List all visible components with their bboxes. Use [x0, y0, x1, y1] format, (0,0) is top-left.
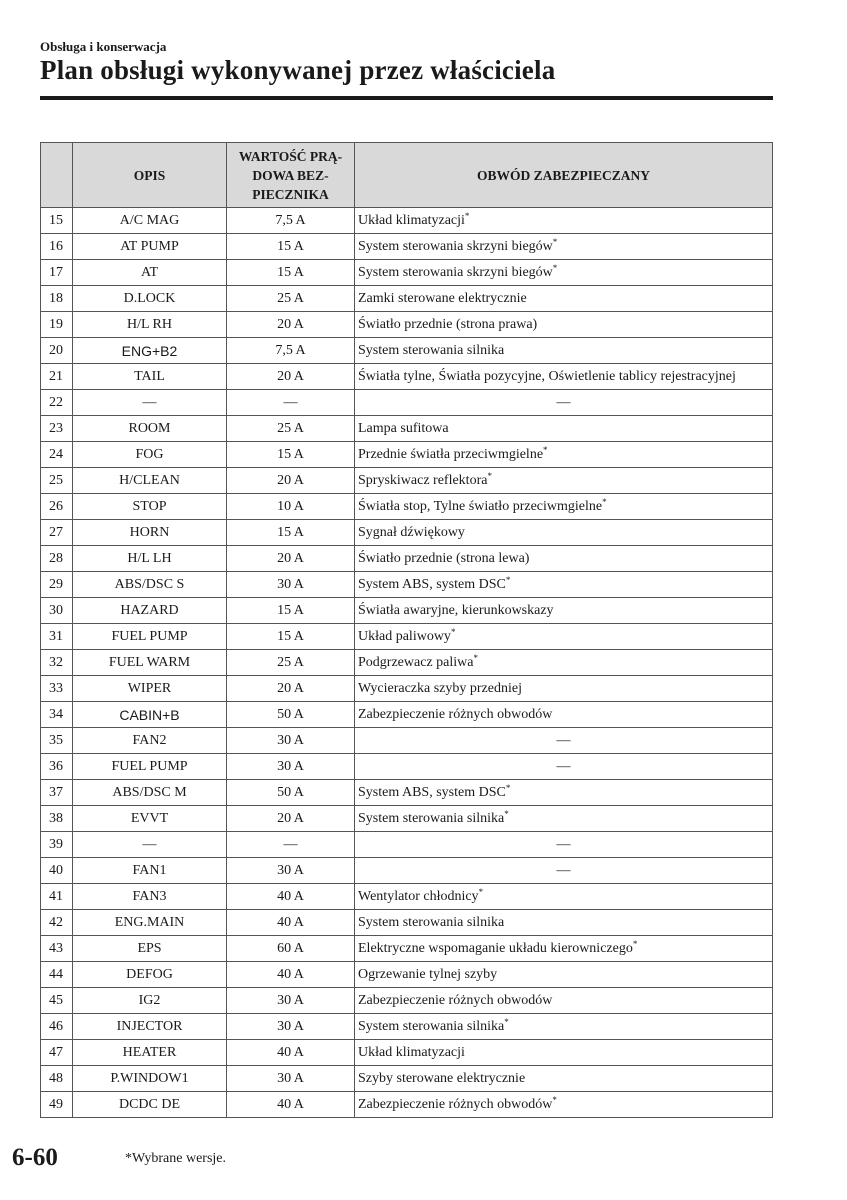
fuse-number: 15 — [41, 208, 73, 234]
protected-circuit — [355, 806, 773, 832]
fuse-table — [40, 142, 773, 1118]
protected-circuit-text: Szyby sterowane elektrycznie — [358, 1070, 526, 1086]
fuse-number: 49 — [41, 1092, 73, 1118]
fuse-description: H/L RH — [73, 312, 227, 338]
fuse-number: 28 — [41, 546, 73, 572]
header-number — [41, 143, 73, 208]
protected-circuit-text: Ogrzewanie tylnej szyby — [358, 966, 498, 982]
protected-circuit-text: Zabezpieczenie różnych obwodów — [358, 992, 553, 1008]
footnote-marker: * — [505, 782, 511, 793]
fuse-rating: 20 A — [227, 806, 355, 832]
fuse-rating: 15 A — [227, 520, 355, 546]
fuse-number: 17 — [41, 260, 73, 286]
fuse-number: 33 — [41, 676, 73, 702]
fuse-number: 37 — [41, 780, 73, 806]
footnote: *Wybrane wersje. — [125, 1151, 227, 1166]
fuse-description: WIPER — [73, 676, 227, 702]
protected-circuit-text: Światła stop, Tylne światło przeciwmgielne — [358, 498, 603, 514]
fuse-number: 20 — [41, 338, 73, 364]
page-number: 6-60 — [12, 1144, 58, 1171]
table-row — [41, 286, 773, 312]
protected-circuit — [355, 520, 773, 546]
table-row — [41, 936, 773, 962]
protected-circuit-text: Zabezpieczenie różnych obwodów — [358, 706, 553, 722]
fuse-description: FOG — [73, 442, 227, 468]
fuse-rating: 60 A — [227, 936, 355, 962]
fuse-rating: 30 A — [227, 1014, 355, 1040]
protected-circuit-text: Układ klimatyzacji — [358, 1044, 465, 1060]
fuse-description: ENG.MAIN — [73, 910, 227, 936]
protected-circuit — [355, 1092, 773, 1118]
protected-circuit-text: Układ paliwowy — [358, 628, 451, 644]
table-row — [41, 728, 773, 754]
protected-circuit-text: Światło przednie (strona lewa) — [358, 550, 530, 566]
protected-circuit — [355, 962, 773, 988]
fuse-rating: 7,5 A — [227, 208, 355, 234]
protected-circuit-text: Wycieraczka szyby przedniej — [358, 680, 522, 696]
protected-circuit-text: System sterowania skrzyni biegów — [358, 264, 553, 280]
fuse-rating: 30 A — [227, 728, 355, 754]
protected-circuit-text: System sterowania silnika — [358, 914, 505, 930]
table-row — [41, 520, 773, 546]
table-row — [41, 390, 773, 416]
table-row — [41, 676, 773, 702]
protected-circuit-text: System sterowania silnika — [358, 342, 505, 358]
protected-circuit — [355, 364, 773, 390]
protected-circuit-text: Spryskiwacz reflektora — [358, 472, 488, 488]
fuse-description: EPS — [73, 936, 227, 962]
table-row — [41, 468, 773, 494]
fuse-rating: 15 A — [227, 598, 355, 624]
footnote-marker: * — [464, 210, 470, 221]
table-row — [41, 494, 773, 520]
fuse-number: 32 — [41, 650, 73, 676]
fuse-number: 26 — [41, 494, 73, 520]
fuse-description: FAN1 — [73, 858, 227, 884]
fuse-description: FUEL PUMP — [73, 754, 227, 780]
fuse-number: 35 — [41, 728, 73, 754]
fuse-description: — — [73, 832, 227, 858]
protected-circuit — [355, 468, 773, 494]
fuse-rating: 40 A — [227, 910, 355, 936]
fuse-rating: 30 A — [227, 754, 355, 780]
fuse-rating: — — [227, 390, 355, 416]
protected-circuit-text: System ABS, system DSC — [358, 576, 506, 592]
fuse-description: A/C MAG — [73, 208, 227, 234]
protected-circuit-text: System sterowania skrzyni biegów — [358, 238, 553, 254]
protected-circuit-text: — — [556, 836, 571, 852]
protected-circuit — [355, 858, 773, 884]
fuse-number: 19 — [41, 312, 73, 338]
fuse-number: 30 — [41, 598, 73, 624]
protected-circuit — [355, 598, 773, 624]
fuse-description: TAIL — [73, 364, 227, 390]
protected-circuit — [355, 442, 773, 468]
footnote-marker: * — [552, 262, 558, 273]
fuse-description: HEATER — [73, 1040, 227, 1066]
fuse-description: FUEL WARM — [73, 650, 227, 676]
protected-circuit-text: — — [556, 732, 571, 748]
protected-circuit — [355, 650, 773, 676]
fuse-description: ABS/DSC S — [73, 572, 227, 598]
footnote-marker: * — [504, 808, 509, 819]
fuse-description: ENG+B2 — [73, 338, 227, 364]
protected-circuit — [355, 208, 773, 234]
protected-circuit — [355, 260, 773, 286]
protected-circuit — [355, 1014, 773, 1040]
table-row — [41, 416, 773, 442]
fuse-description: FAN3 — [73, 884, 227, 910]
protected-circuit — [355, 884, 773, 910]
fuse-number: 46 — [41, 1014, 73, 1040]
protected-circuit-text: Sygnał dźwiękowy — [358, 524, 465, 540]
protected-circuit — [355, 676, 773, 702]
footnote-marker: * — [602, 496, 607, 507]
protected-circuit — [355, 624, 773, 650]
table-row — [41, 572, 773, 598]
footnote-marker: * — [632, 938, 638, 949]
footnote-marker: * — [487, 470, 492, 481]
table-row — [41, 1040, 773, 1066]
table-row — [41, 312, 773, 338]
table-row — [41, 234, 773, 260]
table-row — [41, 208, 773, 234]
table-row — [41, 806, 773, 832]
fuse-description: DEFOG — [73, 962, 227, 988]
table-row — [41, 832, 773, 858]
fuse-rating: 25 A — [227, 650, 355, 676]
fuse-number: 38 — [41, 806, 73, 832]
fuse-rating: 50 A — [227, 702, 355, 728]
fuse-description: AT PUMP — [73, 234, 227, 260]
footnote-marker: * — [478, 886, 484, 897]
section-label: Obsługa i konserwacja — [40, 39, 167, 54]
protected-circuit — [355, 572, 773, 598]
protected-circuit — [355, 702, 773, 728]
protected-circuit-text: — — [556, 394, 571, 410]
fuse-rating: 25 A — [227, 416, 355, 442]
protected-circuit — [355, 390, 773, 416]
protected-circuit-text: — — [556, 758, 571, 774]
fuse-description: H/CLEAN — [73, 468, 227, 494]
protected-circuit — [355, 494, 773, 520]
fuse-table-body — [41, 208, 773, 1118]
table-row — [41, 988, 773, 1014]
protected-circuit-text: Światła tylne, Światła pozycyjne, Oświetlenie tablicy rejestracyjnej — [358, 368, 736, 384]
fuse-number: 29 — [41, 572, 73, 598]
page-title: Plan obsługi wykonywanej przez właściciela — [40, 55, 556, 85]
header-obwod: OBWÓD ZABEZPIECZANY — [355, 143, 773, 208]
protected-circuit — [355, 286, 773, 312]
fuse-number: 36 — [41, 754, 73, 780]
fuse-number: 39 — [41, 832, 73, 858]
protected-circuit-text: Układ klimatyzacji — [358, 212, 465, 228]
fuse-number: 27 — [41, 520, 73, 546]
fuse-number: 25 — [41, 468, 73, 494]
protected-circuit — [355, 936, 773, 962]
fuse-number: 43 — [41, 936, 73, 962]
protected-circuit — [355, 728, 773, 754]
protected-circuit-text: — — [556, 862, 571, 878]
table-row — [41, 546, 773, 572]
protected-circuit — [355, 910, 773, 936]
fuse-rating: 40 A — [227, 962, 355, 988]
footnote-marker: * — [504, 1016, 509, 1027]
protected-circuit — [355, 1066, 773, 1092]
fuse-rating: — — [227, 832, 355, 858]
fuse-number: 45 — [41, 988, 73, 1014]
fuse-description: ABS/DSC M — [73, 780, 227, 806]
fuse-rating: 40 A — [227, 1040, 355, 1066]
fuse-rating: 15 A — [227, 442, 355, 468]
fuse-rating: 25 A — [227, 286, 355, 312]
table-row — [41, 650, 773, 676]
fuse-number: 44 — [41, 962, 73, 988]
fuse-description: H/L LH — [73, 546, 227, 572]
table-row — [41, 1092, 773, 1118]
fuse-rating: 20 A — [227, 312, 355, 338]
protected-circuit-text: Przednie światła przeciwmgielne — [358, 446, 544, 462]
protected-circuit — [355, 312, 773, 338]
protected-circuit — [355, 416, 773, 442]
header-wartosc-line: DOWA BEZ- — [252, 167, 329, 183]
fuse-rating: 20 A — [227, 546, 355, 572]
fuse-rating: 30 A — [227, 1066, 355, 1092]
table-row — [41, 780, 773, 806]
fuse-number: 42 — [41, 910, 73, 936]
fuse-rating: 50 A — [227, 780, 355, 806]
header-wartosc-line: PIECZNIKA — [252, 186, 329, 202]
table-row — [41, 624, 773, 650]
table-row — [41, 260, 773, 286]
fuse-description: STOP — [73, 494, 227, 520]
footnote-marker: * — [473, 652, 478, 663]
fuse-rating: 20 A — [227, 364, 355, 390]
fuse-rating: 40 A — [227, 884, 355, 910]
table-row — [41, 364, 773, 390]
protected-circuit-text: System sterowania silnika — [358, 1018, 505, 1034]
fuse-rating: 30 A — [227, 858, 355, 884]
footnote-marker: * — [552, 236, 558, 247]
fuse-rating: 40 A — [227, 1092, 355, 1118]
fuse-description: EVVT — [73, 806, 227, 832]
fuse-number: 40 — [41, 858, 73, 884]
footnote-marker: * — [505, 574, 511, 585]
fuse-rating: 20 A — [227, 468, 355, 494]
protected-circuit-text: Wentylator chłodnicy — [358, 888, 479, 904]
header-wartosc-line: WARTOŚĆ PRĄ- — [238, 148, 343, 164]
header-wartosc — [227, 143, 355, 208]
fuse-rating: 20 A — [227, 676, 355, 702]
fuse-description: DCDC DE — [73, 1092, 227, 1118]
fuse-description: IG2 — [73, 988, 227, 1014]
table-row — [41, 962, 773, 988]
protected-circuit — [355, 780, 773, 806]
table-row — [41, 598, 773, 624]
fuse-description: P.WINDOW1 — [73, 1066, 227, 1092]
header-opis: OPIS — [73, 143, 227, 208]
table-header-row — [41, 143, 773, 208]
protected-circuit — [355, 1040, 773, 1066]
protected-circuit — [355, 546, 773, 572]
fuse-number: 18 — [41, 286, 73, 312]
protected-circuit — [355, 754, 773, 780]
fuse-description: FUEL PUMP — [73, 624, 227, 650]
table-row — [41, 884, 773, 910]
fuse-rating: 10 A — [227, 494, 355, 520]
title-divider — [40, 96, 773, 100]
fuse-number: 31 — [41, 624, 73, 650]
fuse-rating: 30 A — [227, 572, 355, 598]
table-row — [41, 442, 773, 468]
fuse-number: 47 — [41, 1040, 73, 1066]
fuse-number: 34 — [41, 702, 73, 728]
protected-circuit-text: Zabezpieczenie różnych obwodów — [358, 1096, 553, 1112]
table-row — [41, 702, 773, 728]
footnote-marker: * — [552, 1094, 557, 1105]
fuse-rating: 7,5 A — [227, 338, 355, 364]
fuse-rating: 15 A — [227, 624, 355, 650]
fuse-number: 16 — [41, 234, 73, 260]
fuse-number: 23 — [41, 416, 73, 442]
fuse-number: 24 — [41, 442, 73, 468]
fuse-description: AT — [73, 260, 227, 286]
fuse-description: ROOM — [73, 416, 227, 442]
fuse-rating: 15 A — [227, 234, 355, 260]
fuse-number: 48 — [41, 1066, 73, 1092]
fuse-description: INJECTOR — [73, 1014, 227, 1040]
protected-circuit-text: Światło przednie (strona prawa) — [358, 316, 538, 332]
fuse-number: 21 — [41, 364, 73, 390]
fuse-description: FAN2 — [73, 728, 227, 754]
footnote-marker: * — [450, 626, 456, 637]
protected-circuit-text: Podgrzewacz paliwa — [358, 654, 474, 670]
protected-circuit-text: Elektryczne wspomaganie układu kierowniczego — [358, 940, 633, 956]
protected-circuit-text: System sterowania silnika — [358, 810, 505, 826]
fuse-description: CABIN+B — [73, 702, 227, 728]
table-row — [41, 1066, 773, 1092]
table-row — [41, 910, 773, 936]
table-row — [41, 858, 773, 884]
protected-circuit — [355, 234, 773, 260]
protected-circuit-text: Światła awaryjne, kierunkowskazy — [358, 602, 554, 618]
protected-circuit — [355, 832, 773, 858]
protected-circuit-text: Lampa sufitowa — [358, 420, 449, 436]
table-row — [41, 1014, 773, 1040]
protected-circuit — [355, 338, 773, 364]
fuse-rating: 30 A — [227, 988, 355, 1014]
footnote-marker: * — [543, 444, 548, 455]
fuse-rating: 15 A — [227, 260, 355, 286]
protected-circuit — [355, 988, 773, 1014]
fuse-number: 41 — [41, 884, 73, 910]
fuse-number: 22 — [41, 390, 73, 416]
fuse-description: — — [73, 390, 227, 416]
fuse-description: D.LOCK — [73, 286, 227, 312]
fuse-description: HAZARD — [73, 598, 227, 624]
protected-circuit-text: Zamki sterowane elektrycznie — [358, 290, 527, 306]
table-row — [41, 338, 773, 364]
fuse-description: HORN — [73, 520, 227, 546]
table-row — [41, 754, 773, 780]
protected-circuit-text: System ABS, system DSC — [358, 784, 506, 800]
